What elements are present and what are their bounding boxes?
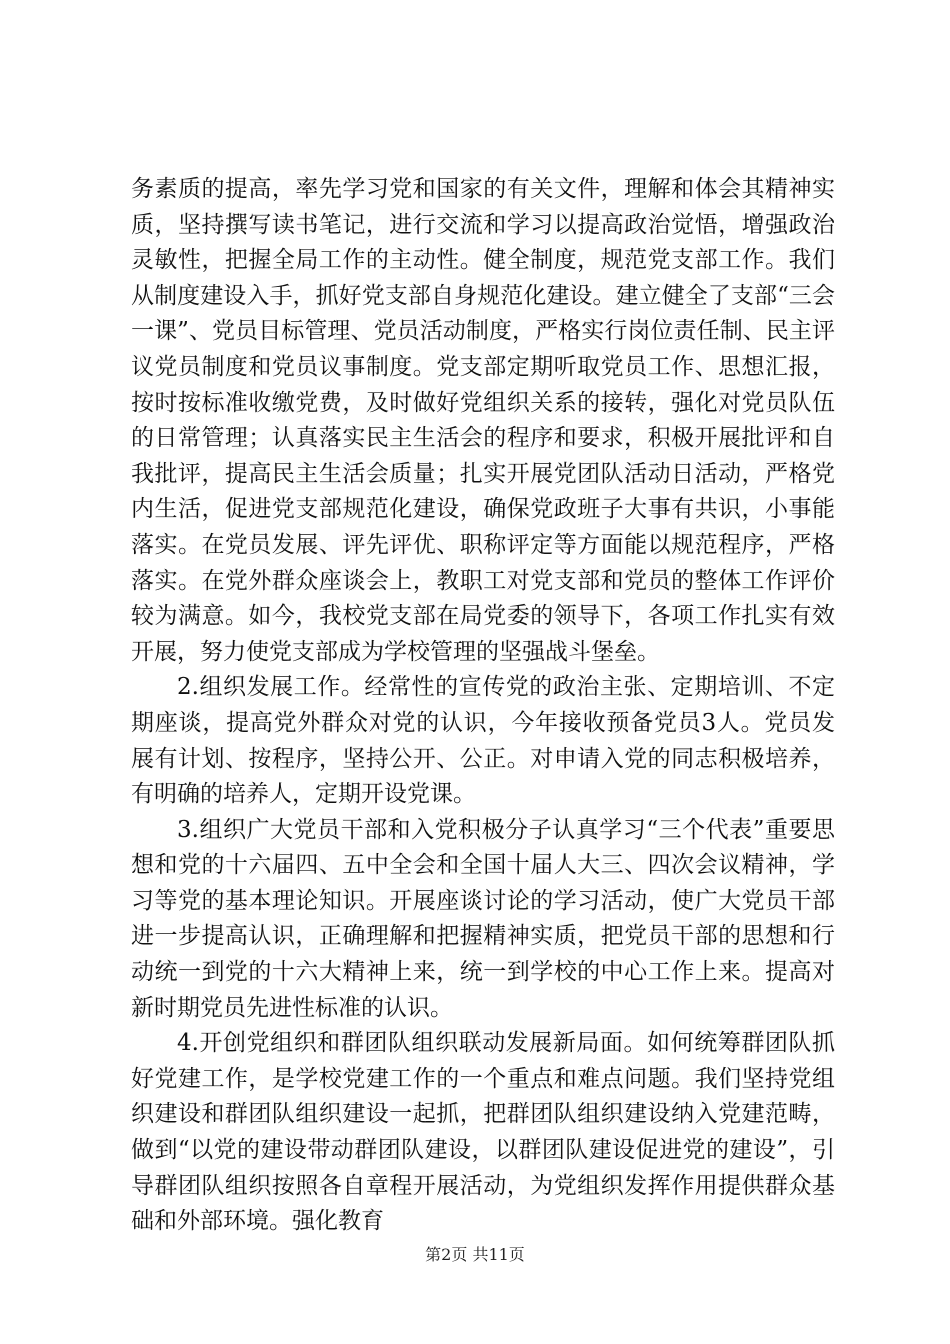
paragraph-item-4: 4.开创党组织和群团队组织联动发展新局面。如何统筹群团队抓好党建工作，是学校党建工作的一个重点和难点问题。我们坚持党组织建设和群团队组织建设一起抓，把群团队组织建设纳入党建范畴，做到“以党的建设带动群团队建设，以群团队建设促进党的建设”，引导群团队组织按照各自章程开展活动，为党组织发挥作用提供群众基础和外部环境。强化教育 bbox=[131, 1030, 835, 1235]
paragraph-item-2: 2.组织发展工作。经常性的宣传党的政治主张、定期培训、不定期座谈，提高党外群众对党的认识，今年接收预备党员3人。党员发展有计划、按程序，坚持公开、公正。对申请入党的同志积极培养，有明确的培养人，定期开设党课。 bbox=[131, 674, 835, 808]
page-number-footer: 第2页 共11页 bbox=[425, 1245, 525, 1264]
document-body bbox=[131, 172, 835, 1240]
paragraph-item-3: 3.组织广大党员干部和入党积极分子认真学习“三个代表”重要思想和党的十六届四、五中全会和全国十届人大三、四次会议精神，学习等党的基本理论知识。开展座谈讨论的学习活动，使广大党员干部进一步提高认识，正确理解和把握精神实质，把党员干部的思想和行动统一到党的十六大精神上来，统一到学校的中心工作上来。提高对新时期党员先进性标准的认识。 bbox=[131, 816, 835, 1021]
paragraph-continuation: 务素质的提高，率先学习党和国家的有关文件，理解和体会其精神实质，坚持撰写读书笔记，进行交流和学习以提高政治觉悟，增强政治灵敏性，把握全局工作的主动性。健全制度，规范党支部工作。我们从制度建设入手，抓好党支部自身规范化建设。建立健全了支部“三会一课”、党员目标管理、党员活动制度，严格实行岗位责任制、民主评议党员制度和党员议事制度。党支部定期听取党员工作、思想汇报，按时按标准收缴党费，及时做好党组织关系的接转，强化对党员队伍的日常管理；认真落实民主生活会的程序和要求，积极开展批评和自我批评，提高民主生活会质量；扎实开展党团队活动日活动，严格党内生活，促进党支部规范化建设，确保党政班子大事有共识，小事能落实。在党员发展、评先评优、职称评定等方面能以规范程序，严格落实。在党外群众座谈会上，教职工对党支部和党员的整体工作评价较为满意。如今，我校党支部在局党委的领导下，各项工作扎实有效开展，努力使党支部成为学校管理的坚强战斗堡垒。 bbox=[131, 176, 835, 665]
